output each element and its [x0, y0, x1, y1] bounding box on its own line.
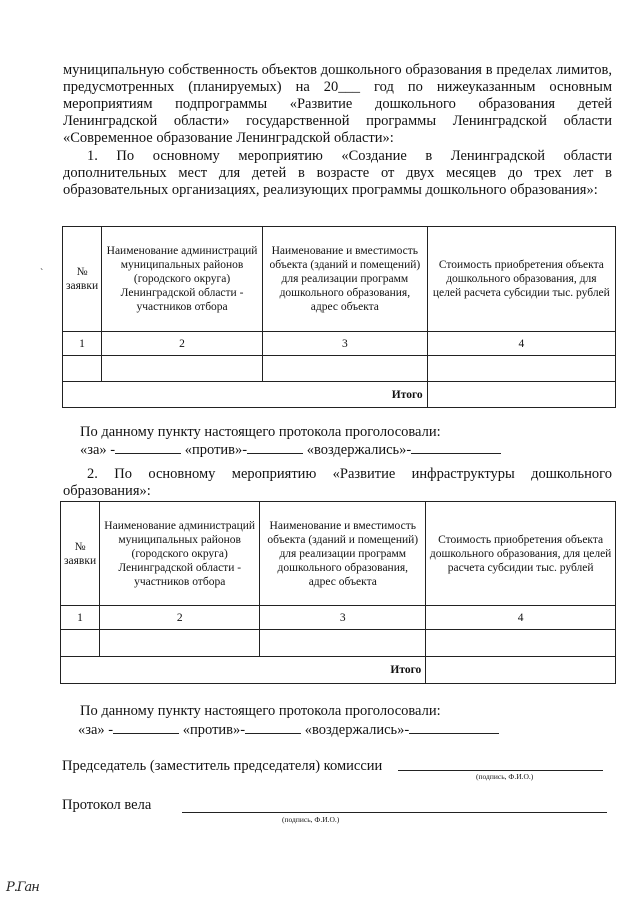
header-object: Наименование и вместимость объекта (зданий и помещений) для реализации программ дошкольного образования, адрес объекта [260, 502, 426, 606]
handwritten-initials: Р.Ган [6, 880, 39, 895]
header-cost: Стоимость приобретения объекта дошкольного образования, для целей расчета субсидии тыс. рублей [426, 502, 616, 606]
table-header-row [61, 502, 616, 606]
table-total-row [61, 657, 616, 684]
empty-cell [102, 356, 263, 382]
column-number-cell: 3 [260, 606, 426, 630]
column-number-cell: 4 [427, 332, 615, 356]
table-header-row [63, 227, 616, 332]
column-number-cell: 1 [63, 332, 102, 356]
column-number-cell: 1 [61, 606, 100, 630]
vote-protiv-blank [245, 721, 301, 734]
chair-signature-line [398, 770, 603, 771]
vote-protiv-blank [247, 441, 303, 454]
table-total-row [63, 382, 616, 408]
chair-label: Председатель (заместитель председателя) комиссии [62, 758, 383, 774]
column-number-cell: 3 [262, 332, 427, 356]
vote-vozd-blank [409, 721, 499, 734]
empty-cell [260, 630, 426, 657]
vote-heading-1: По данному пункту настоящего протокола проголосовали: [80, 424, 441, 440]
vote-za-label: «за» - [78, 722, 114, 738]
column-number-cell: 2 [100, 606, 260, 630]
column-number-cell: 2 [102, 332, 263, 356]
secretary-signature-line [182, 812, 607, 813]
table-row [61, 630, 616, 657]
header-cost: Стоимость приобретения объекта дошкольного образования, для целей расчета субсидии тыс. рублей [427, 227, 615, 332]
table-section2 [60, 501, 616, 684]
empty-cell [262, 356, 427, 382]
header-administration: Наименование администраций муниципальных районов (городского округа) Ленинградской области - участников отбора [100, 502, 260, 606]
section2-heading: 2. По основному мероприятию «Развитие инфраструктуры дошкольного образования»: [63, 466, 612, 499]
table-row [63, 356, 616, 382]
header-object: Наименование и вместимость объекта (зданий и помещений) для реализации программ дошкольного образования, адрес объекта [262, 227, 427, 332]
vote-line-1 [80, 441, 501, 459]
vote-heading-2: По данному пункту настоящего протокола проголосовали: [80, 703, 441, 719]
vote-line-2 [78, 721, 499, 739]
total-value [426, 657, 616, 684]
vote-protiv-label: «против»- [184, 442, 248, 458]
vote-za-blank [115, 441, 181, 454]
header-request-number: № заявки [61, 502, 100, 606]
column-number-cell: 4 [426, 606, 616, 630]
intro-paragraph: муниципальную собственность объектов дошкольного образования в пределах лимитов, предусмотренных (планируемых) на 20___ год по нижеуказанным основным мероприятиям подпрограммы «Развитие дошкольного образования детей Ленинградской области» государственной программы Ленинградской области «Современное образование Ленинградской области»: [63, 62, 612, 146]
empty-cell [427, 356, 615, 382]
table-section1 [62, 226, 616, 408]
empty-cell [63, 356, 102, 382]
header-administration: Наименование администраций муниципальных районов (городского округа) Ленинградской области - участников отбора [102, 227, 263, 332]
empty-cell [426, 630, 616, 657]
vote-vozd-label: «воздержались»- [304, 722, 410, 738]
secretary-signature-caption: (подпись, Ф.И.О.) [282, 815, 340, 824]
vote-protiv-label: «против»- [182, 722, 246, 738]
chair-signature-caption: (подпись, Ф.И.О.) [476, 772, 534, 781]
empty-cell [61, 630, 100, 657]
total-value [427, 382, 615, 408]
empty-cell [100, 630, 260, 657]
vote-za-blank [113, 721, 179, 734]
secretary-label: Протокол вела [62, 797, 152, 813]
table-number-row [61, 606, 616, 630]
table-number-row [63, 332, 616, 356]
margin-mark: ` [40, 268, 44, 279]
vote-vozd-blank [411, 441, 501, 454]
header-request-number: № заявки [63, 227, 102, 332]
vote-za-label: «за» - [80, 442, 116, 458]
section1-heading: 1. По основному мероприятию «Создание в Ленинградской области дополнительных мест для детей в возрасте от двух месяцев до трех лет в образовательных организациях, реализующих программы дошкольного образования»: [63, 148, 612, 198]
total-label: Итого [61, 657, 426, 684]
total-label: Итого [63, 382, 428, 408]
vote-vozd-label: «воздержались»- [306, 442, 412, 458]
